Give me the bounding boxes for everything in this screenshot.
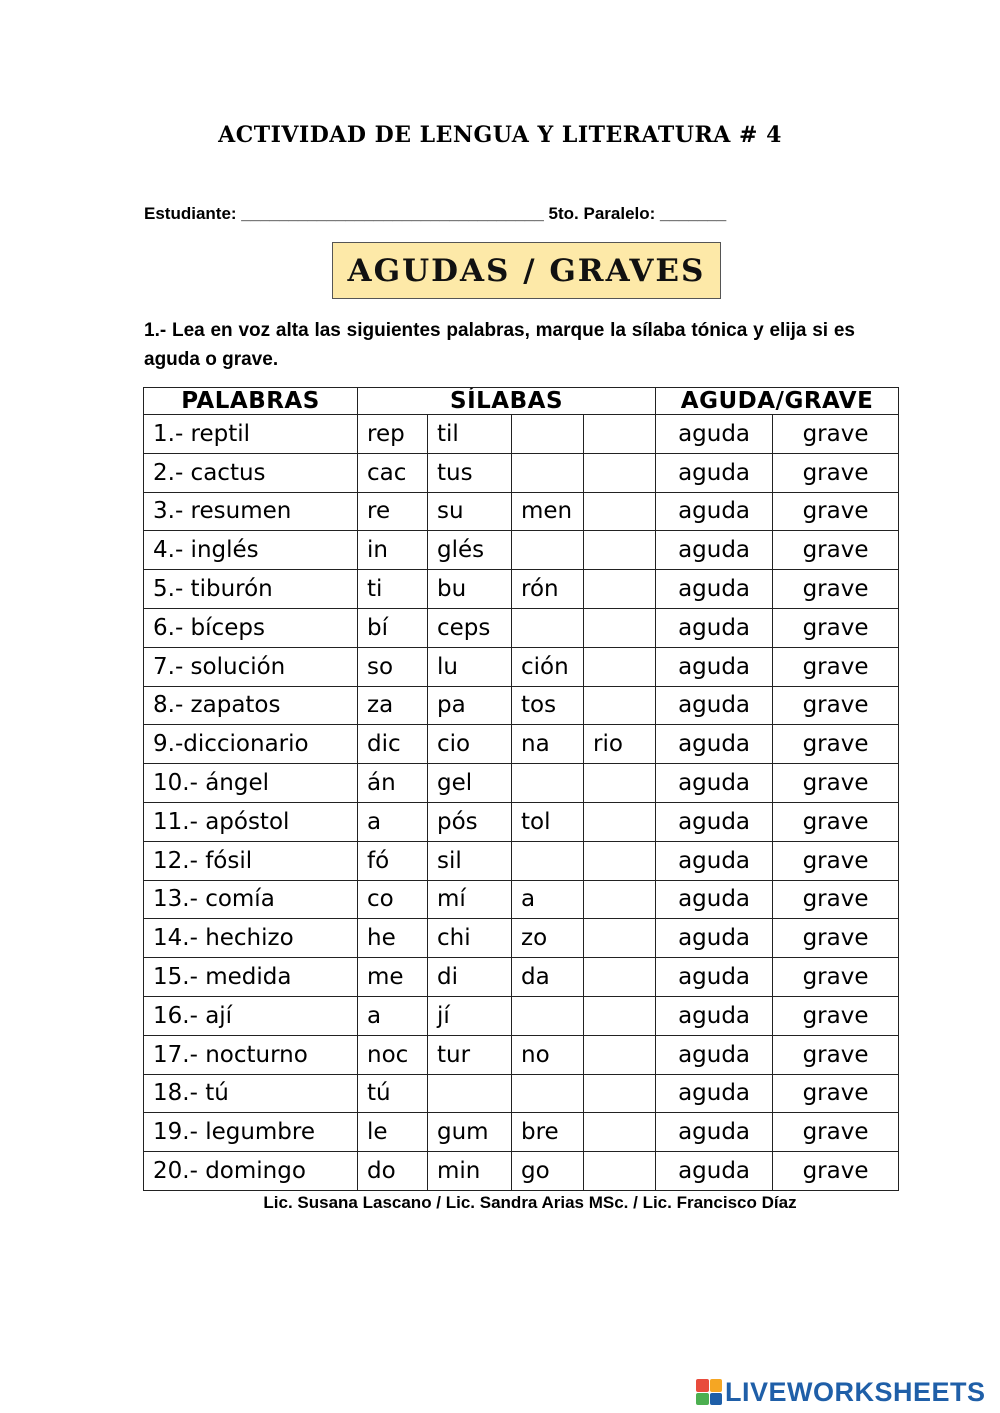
syllable-cell: mí (428, 880, 512, 919)
liveworksheets-brand[interactable] (696, 1377, 986, 1407)
syllable-cell (584, 764, 656, 803)
syllable-cell (584, 415, 656, 454)
syllable-cell (584, 1074, 656, 1113)
syllable-cell (584, 647, 656, 686)
liveworksheets-logo-icon (696, 1379, 722, 1405)
aguda-option[interactable]: aguda (656, 880, 773, 919)
syllable-cell (512, 764, 584, 803)
table-row (144, 647, 899, 686)
syllable-cell: cio (428, 725, 512, 764)
syllable-cell (512, 608, 584, 647)
aguda-option[interactable]: aguda (656, 1113, 773, 1152)
aguda-option[interactable]: aguda (656, 1074, 773, 1113)
aguda-option[interactable]: aguda (656, 570, 773, 609)
banner-text: AGUDAS / GRAVES (347, 252, 706, 289)
words-table (143, 387, 899, 1191)
table-row (144, 1113, 899, 1152)
syllable-cell: di (428, 958, 512, 997)
table-row (144, 841, 899, 880)
aguda-option[interactable]: aguda (656, 1035, 773, 1074)
grave-option[interactable]: grave (773, 647, 899, 686)
table-row (144, 415, 899, 454)
grave-option[interactable]: grave (773, 725, 899, 764)
syllable-cell: go (512, 1152, 584, 1191)
aguda-option[interactable]: aguda (656, 686, 773, 725)
syllable-cell: tú (358, 1074, 428, 1113)
grave-option[interactable]: grave (773, 1113, 899, 1152)
syllable-cell: co (358, 880, 428, 919)
header-aguda-grave: AGUDA/GRAVE (656, 388, 899, 415)
syllable-cell: gel (428, 764, 512, 803)
word-cell: 8.- zapatos (144, 686, 358, 725)
syllable-cell: ti (358, 570, 428, 609)
grave-option[interactable]: grave (773, 841, 899, 880)
syllable-cell (584, 958, 656, 997)
syllable-cell (584, 492, 656, 531)
syllable-cell: le (358, 1113, 428, 1152)
syllable-cell (512, 415, 584, 454)
logo-square (696, 1393, 709, 1406)
syllable-cell: noc (358, 1035, 428, 1074)
syllable-cell (512, 996, 584, 1035)
aguda-option[interactable]: aguda (656, 725, 773, 764)
syllable-cell (512, 453, 584, 492)
grave-option[interactable]: grave (773, 764, 899, 803)
table-row (144, 919, 899, 958)
syllable-cell (584, 841, 656, 880)
syllable-cell: za (358, 686, 428, 725)
syllable-cell: cac (358, 453, 428, 492)
header-silabas: SÍLABAS (358, 388, 656, 415)
syllable-cell: tur (428, 1035, 512, 1074)
syllable-cell (584, 570, 656, 609)
syllable-cell (584, 996, 656, 1035)
syllable-cell (512, 1074, 584, 1113)
syllable-cell: a (358, 996, 428, 1035)
word-cell: 16.- ají (144, 996, 358, 1035)
aguda-option[interactable]: aguda (656, 996, 773, 1035)
word-cell: 20.- domingo (144, 1152, 358, 1191)
grave-option[interactable]: grave (773, 1035, 899, 1074)
syllable-cell: so (358, 647, 428, 686)
syllable-cell (428, 1074, 512, 1113)
word-cell: 12.- fósil (144, 841, 358, 880)
syllable-cell (584, 453, 656, 492)
table-row (144, 1074, 899, 1113)
word-cell: 7.- solución (144, 647, 358, 686)
syllable-cell: gum (428, 1113, 512, 1152)
credits-line: Lic. Susana Lascano / Lic. Sandra Arias MSc. / Lic. Francisco Díaz (263, 1193, 797, 1212)
table-row (144, 686, 899, 725)
aguda-option[interactable]: aguda (656, 608, 773, 647)
syllable-cell (584, 1152, 656, 1191)
table-row (144, 453, 899, 492)
syllable-cell: rón (512, 570, 584, 609)
grave-option[interactable]: grave (773, 531, 899, 570)
syllable-cell: min (428, 1152, 512, 1191)
word-cell: 11.- apóstol (144, 802, 358, 841)
logo-square (696, 1379, 709, 1392)
syllable-cell: fó (358, 841, 428, 880)
grave-option[interactable]: grave (773, 996, 899, 1035)
table-row (144, 608, 899, 647)
grave-option[interactable]: grave (773, 453, 899, 492)
table-row (144, 880, 899, 919)
syllable-cell: he (358, 919, 428, 958)
aguda-option[interactable]: aguda (656, 802, 773, 841)
syllable-cell (584, 1035, 656, 1074)
syllable-cell: na (512, 725, 584, 764)
syllable-cell (584, 919, 656, 958)
word-cell: 10.- ángel (144, 764, 358, 803)
worksheet-title: ACTIVIDAD DE LENGUA Y LITERATURA # 4 (218, 122, 782, 148)
word-cell: 5.- tiburón (144, 570, 358, 609)
syllable-cell: bu (428, 570, 512, 609)
aguda-option[interactable]: aguda (656, 492, 773, 531)
syllable-cell: dic (358, 725, 428, 764)
aguda-option[interactable]: aguda (656, 841, 773, 880)
syllable-cell: re (358, 492, 428, 531)
table-row (144, 996, 899, 1035)
table-row (144, 492, 899, 531)
syllable-cell: lu (428, 647, 512, 686)
syllable-cell: in (358, 531, 428, 570)
word-cell: 1.- reptil (144, 415, 358, 454)
header-row (144, 388, 899, 415)
syllable-cell: su (428, 492, 512, 531)
syllable-cell: rio (584, 725, 656, 764)
word-cell: 2.- cactus (144, 453, 358, 492)
grave-option[interactable]: grave (773, 802, 899, 841)
aguda-option[interactable]: aguda (656, 453, 773, 492)
syllable-cell: rep (358, 415, 428, 454)
logo-square (710, 1379, 723, 1392)
student-info-line: Estudiante: ________________________________ 5to. Paralelo: _______ (144, 204, 727, 223)
syllable-cell: ceps (428, 608, 512, 647)
syllable-cell: do (358, 1152, 428, 1191)
table-row (144, 725, 899, 764)
grave-option[interactable]: grave (773, 880, 899, 919)
syllable-cell (584, 608, 656, 647)
syllable-cell: da (512, 958, 584, 997)
aguda-option[interactable]: aguda (656, 764, 773, 803)
syllable-cell: a (358, 802, 428, 841)
syllable-cell: án (358, 764, 428, 803)
grave-option[interactable]: grave (773, 415, 899, 454)
aguda-option[interactable]: aguda (656, 415, 773, 454)
aguda-option[interactable]: aguda (656, 919, 773, 958)
word-cell: 6.- bíceps (144, 608, 358, 647)
word-cell: 19.- legumbre (144, 1113, 358, 1152)
syllable-cell: pa (428, 686, 512, 725)
table-row (144, 802, 899, 841)
syllable-cell: zo (512, 919, 584, 958)
aguda-option[interactable]: aguda (656, 531, 773, 570)
table-row (144, 531, 899, 570)
header-palabras: PALABRAS (144, 388, 358, 415)
syllable-cell: no (512, 1035, 584, 1074)
syllable-cell: chi (428, 919, 512, 958)
syllable-cell: ción (512, 647, 584, 686)
syllable-cell: me (358, 958, 428, 997)
syllable-cell: tol (512, 802, 584, 841)
grave-option[interactable]: grave (773, 958, 899, 997)
grave-option[interactable]: grave (773, 1152, 899, 1191)
syllable-cell (584, 531, 656, 570)
word-cell: 9.-diccionario (144, 725, 358, 764)
syllable-cell: sil (428, 841, 512, 880)
grave-option[interactable]: grave (773, 570, 899, 609)
table-row (144, 764, 899, 803)
syllable-cell (512, 531, 584, 570)
word-cell: 3.- resumen (144, 492, 358, 531)
table-row (144, 1035, 899, 1074)
syllable-cell: jí (428, 996, 512, 1035)
word-cell: 17.- nocturno (144, 1035, 358, 1074)
syllable-cell (584, 802, 656, 841)
word-cell: 18.- tú (144, 1074, 358, 1113)
syllable-cell: men (512, 492, 584, 531)
word-cell: 14.- hechizo (144, 919, 358, 958)
syllable-cell: tus (428, 453, 512, 492)
syllable-cell (584, 880, 656, 919)
grave-option[interactable]: grave (773, 608, 899, 647)
table-row (144, 1152, 899, 1191)
brand-text: LIVEWORKSHEETS (725, 1376, 986, 1407)
word-cell: 13.- comía (144, 880, 358, 919)
logo-square (710, 1393, 723, 1406)
syllable-cell: bí (358, 608, 428, 647)
grave-option[interactable]: grave (773, 919, 899, 958)
aguda-option[interactable]: aguda (656, 1152, 773, 1191)
instruction-text: 1.- Lea en voz alta las siguientes palabras, marque la sílaba tónica y elija si es aguda o grave. (144, 320, 855, 370)
syllable-cell: tos (512, 686, 584, 725)
grave-option[interactable]: grave (773, 686, 899, 725)
word-cell: 4.- inglés (144, 531, 358, 570)
aguda-option[interactable]: aguda (656, 647, 773, 686)
grave-option[interactable]: grave (773, 1074, 899, 1113)
word-cell: 15.- medida (144, 958, 358, 997)
syllable-cell (584, 686, 656, 725)
table-row (144, 570, 899, 609)
syllable-cell: a (512, 880, 584, 919)
grave-option[interactable]: grave (773, 492, 899, 531)
syllable-cell (512, 841, 584, 880)
syllable-cell: bre (512, 1113, 584, 1152)
aguda-option[interactable]: aguda (656, 958, 773, 997)
syllable-cell: til (428, 415, 512, 454)
syllable-cell: pós (428, 802, 512, 841)
syllable-cell: glés (428, 531, 512, 570)
syllable-cell (584, 1113, 656, 1152)
topic-banner (332, 242, 721, 299)
table-row (144, 958, 899, 997)
